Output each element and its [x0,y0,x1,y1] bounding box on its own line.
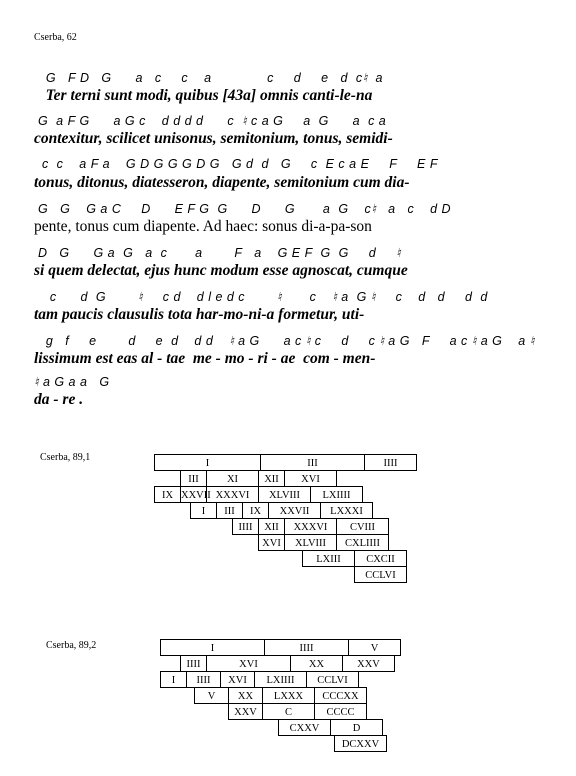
neume-line: G a F G a G c d d d d c ♮ c a G a G a c a [34,114,387,128]
table-cell: I [154,454,261,471]
table-cell: XLVIII [284,534,337,551]
table-cell: V [194,687,229,704]
table-cell: III [260,454,365,471]
table-cell: XXVII [180,486,207,503]
lyric-line: tam paucis clausulis tota har-mo-ni-a formetur, uti- [34,306,365,323]
neume-line: g f e d e d d d ♮ a G a c ♮ c d c ♮ a G F a c ♮ a G a ♮ [34,334,535,348]
table-cell: LXIIII [254,671,307,688]
table-cell: LXXXI [320,502,373,519]
lyric-line: Ter terni sunt modi, quibus [43a] omnis canti-le-na [34,87,373,104]
table-cell: CXXV [278,719,331,736]
figure-caption-3: Cserba, 89,2 [46,640,97,651]
table-cell: IIII [364,454,417,471]
table-cell: XLVIII [258,486,311,503]
table-cell: XXV [342,655,395,672]
table-cell: CCCXX [314,687,367,704]
table-cell: IIII [180,655,207,672]
table-cell: XVI [220,671,255,688]
lyric-line: contexitur, scilicet unisonus, semitonium, tonus, semidi- [34,130,393,147]
table-cell: LXIIII [310,486,363,503]
table-cell: CVIII [336,518,389,535]
table-cell: CCLVI [306,671,359,688]
table-cell: V [348,639,401,656]
table-cell: XII [258,518,285,535]
table-cell: XXXVI [284,518,337,535]
table-cell: XII [258,470,285,487]
lyric-line: si quem delectat, ejus hunc modum esse agnoscat, cumque [34,262,408,279]
table-cell: XVI [258,534,285,551]
neume-line: c d G ♮ c d d l e d c ♮ c ♮ a G ♮ c d d d d [34,290,488,304]
table-cell: IIII [186,671,221,688]
neume-line: ♮ a G a a G [34,375,110,389]
neume-line: c c a F a G D G G G D G G d d G c E c a E F E F [34,157,438,171]
table-cell: LXXX [262,687,315,704]
table-cell: IIII [232,518,259,535]
table-cell: I [190,502,217,519]
table-cell: CCCC [314,703,367,720]
table-cell: LXIII [302,550,355,567]
table-cell: I [160,639,265,656]
table-cell: CXLIIII [336,534,389,551]
lyric-line: tonus, ditonus, diatesseron, diapente, semitonium cum dia- [34,174,410,191]
table-cell: XI [206,470,259,487]
table-cell: C [262,703,315,720]
table-cell: I [160,671,187,688]
table-cell: III [216,502,243,519]
figure-caption-1: Cserba, 62 [34,32,77,43]
table-cell: XX [290,655,343,672]
table-cell: XVI [284,470,337,487]
table-cell: IIII [264,639,349,656]
table-cell: XVI [206,655,291,672]
table-cell: XX [228,687,263,704]
figure-caption-2: Cserba, 89,1 [40,452,91,463]
table-cell: CXCII [354,550,407,567]
table-cell: D [330,719,383,736]
table-cell: IX [242,502,269,519]
neume-line: G F D G a c c a c d e d c♮ a [34,71,383,85]
table-cell: XXVII [268,502,321,519]
neume-line: G G G a C D E F G G D G a G c♮ a c d D [34,202,452,216]
table-cell: IX [154,486,181,503]
table-cell: CCLVI [354,566,407,583]
lyric-line: lissimum est eas al - tae me - mo - ri - ae com - men- [34,350,376,367]
table-cell: XXXVI [206,486,259,503]
table-cell: DCXXV [334,735,387,752]
table-cell: XXV [228,703,263,720]
lyric-line: pente, tonus cum diapente. Ad haec: sonus di-a-pa-son [34,218,372,235]
table-cell: III [180,470,207,487]
neume-line: D G G a G a c a F a G E F G G d ♮ [34,246,401,260]
lyric-line: da - re . [34,391,84,408]
